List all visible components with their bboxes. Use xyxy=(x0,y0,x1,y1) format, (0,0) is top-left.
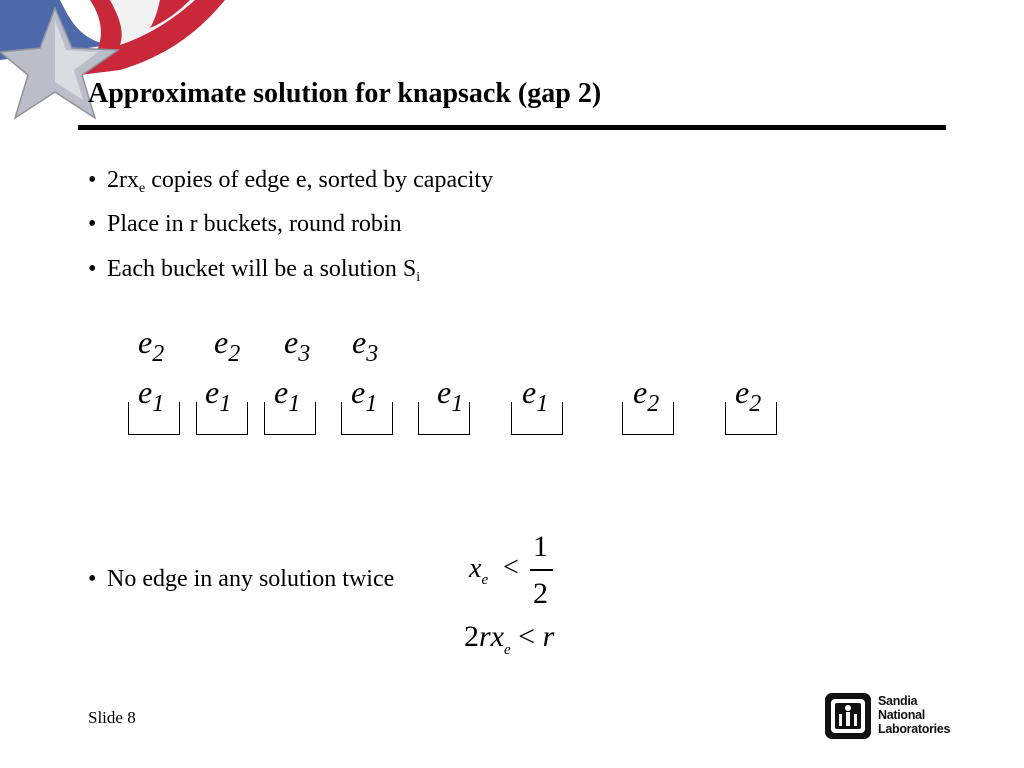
bullet-marker: • xyxy=(88,566,97,592)
bullet-text-pre: Each bucket will be a solution S xyxy=(107,256,417,282)
bullet-no-edge-twice xyxy=(88,566,394,593)
bullet-text: Place in r buckets, round robin xyxy=(107,211,402,237)
bullet-subscript: i xyxy=(416,270,421,285)
bucket xyxy=(196,402,248,435)
bucket xyxy=(264,402,316,435)
bullet-marker: • xyxy=(88,167,97,193)
slide-number: Slide 8 xyxy=(88,708,136,727)
edge-label: $e_2$ xyxy=(633,374,660,417)
sandia-logo-icon xyxy=(824,692,872,740)
edge-label: $e_1$ xyxy=(351,374,378,417)
formula-less-than: < xyxy=(503,552,519,583)
bullet-marker: • xyxy=(88,211,97,237)
bucket xyxy=(511,402,563,435)
fraction-numerator: 1 xyxy=(533,530,548,563)
bucket xyxy=(341,402,393,435)
bullet-solution xyxy=(88,256,420,283)
fraction-bar xyxy=(530,569,553,571)
title-underline xyxy=(78,125,946,130)
bucket xyxy=(725,402,777,435)
edge-label: $e_1$ xyxy=(522,374,549,417)
bullet-buckets xyxy=(88,211,402,238)
edge-label: $e_2$ xyxy=(735,374,762,417)
bullet-copies xyxy=(88,167,493,194)
bucket xyxy=(418,402,470,435)
edge-label: $e_1$ xyxy=(205,374,232,417)
formula-lhs: $x_e$ xyxy=(469,553,489,588)
formula-inequality: $2rx_e < r$ xyxy=(464,620,555,658)
fraction-denominator: 2 xyxy=(533,577,548,610)
bullet-marker: • xyxy=(88,256,97,282)
bucket xyxy=(128,402,180,435)
bullet-text-pre: 2rx xyxy=(107,167,139,193)
slide-title: Approximate solution for knapsack (gap 2) xyxy=(88,78,602,109)
edge-label: $e_2$ xyxy=(138,324,165,367)
sandia-wordmark: Sandia National Laboratories xyxy=(878,694,951,736)
bullet-text-post: copies of edge e, sorted by capacity xyxy=(145,167,494,193)
bullet-subscript: e xyxy=(139,181,146,196)
edge-label: $e_2$ xyxy=(214,324,241,367)
edge-label: $e_1$ xyxy=(274,374,301,417)
edge-label: $e_1$ xyxy=(138,374,165,417)
bullet-text: No edge in any solution twice xyxy=(107,566,395,592)
edge-label: $e_3$ xyxy=(284,324,311,367)
edge-label: $e_3$ xyxy=(352,324,379,367)
bucket xyxy=(622,402,674,435)
edge-label: $e_1$ xyxy=(437,374,464,417)
